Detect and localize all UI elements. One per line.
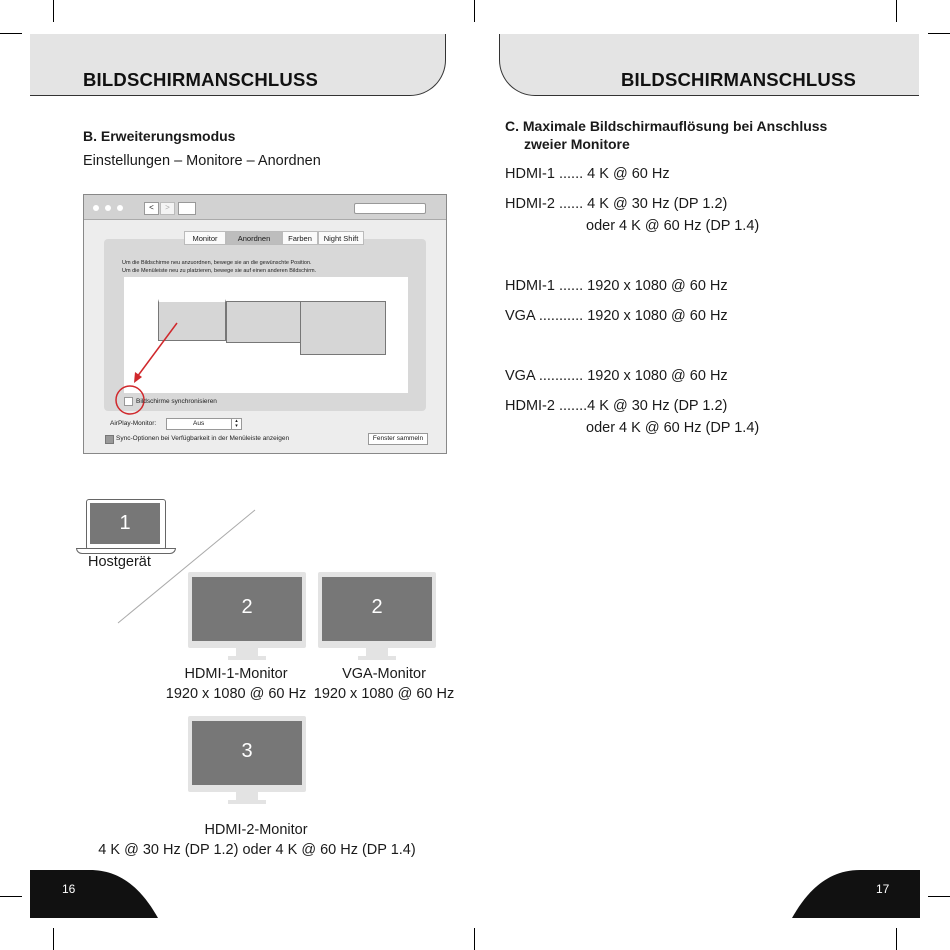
- resolution-line: oder 4 K @ 60 Hz (DP 1.4): [586, 218, 760, 234]
- left-page-number: 16: [62, 882, 76, 896]
- resolution-line: HDMI-2 ...... 4 K @ 30 Hz (DP 1.2): [505, 196, 728, 212]
- crop-mark: [928, 33, 950, 34]
- tab-anordnen: Anordnen: [226, 231, 282, 245]
- tab-monitor: Monitor: [184, 231, 226, 245]
- resolution-line: VGA ........... 1920 x 1080 @ 60 Hz: [505, 368, 728, 384]
- resolution-line: HDMI-1 ...... 1920 x 1080 @ 60 Hz: [505, 278, 728, 294]
- section-title: B. Erweiterungsmodus: [83, 128, 236, 144]
- crop-mark: [928, 896, 950, 897]
- crop-mark: [474, 928, 475, 950]
- airplay-select: [166, 418, 242, 430]
- resolution-line: VGA ........... 1920 x 1080 @ 60 Hz: [505, 308, 728, 324]
- right-page-number: 17: [876, 882, 890, 896]
- forward-arrow-icon: >: [160, 202, 175, 215]
- back-arrow-icon: <: [144, 202, 159, 215]
- mirror-label: Bildschirme synchronisieren: [136, 398, 217, 405]
- monitor-hdmi2-number: 3: [241, 740, 253, 762]
- pointer-arrow: [84, 195, 446, 453]
- airplay-value: Aus: [193, 420, 205, 427]
- monitor-hdmi1-number: 2: [241, 596, 253, 618]
- monitor-vga-res: 1920 x 1080 @ 60 Hz: [313, 686, 455, 702]
- sync-options-label: Sync-Optionen bei Verfügbarkeit in der Menüleiste anzeigen: [116, 435, 290, 442]
- monitor-vga-number: 2: [371, 596, 383, 618]
- tab-night-shift: Night Shift: [318, 231, 364, 245]
- right-header-title: BILDSCHIRMANSCHLUSS: [621, 69, 857, 90]
- gather-windows-button: Fenster sammeln: [368, 433, 428, 445]
- airplay-label: AirPlay-Monitor:: [110, 420, 157, 427]
- crop-mark: [474, 0, 475, 22]
- right-section-title-1: C. Maximale Bildschirmauflösung bei Anschluss: [505, 118, 828, 134]
- monitor-vga-foot: [358, 656, 396, 660]
- right-section-title-2: zweier Monitore: [524, 136, 630, 152]
- crop-mark: [0, 896, 22, 897]
- monitor-hdmi2-foot: [228, 800, 266, 804]
- left-header-title: BILDSCHIRMANSCHLUSS: [83, 69, 319, 90]
- crop-mark: [53, 928, 54, 950]
- monitor-hdmi1-res: 1920 x 1080 @ 60 Hz: [165, 686, 307, 702]
- resolution-line: oder 4 K @ 60 Hz (DP 1.4): [586, 420, 760, 436]
- crop-mark: [53, 0, 54, 22]
- crop-mark: [896, 928, 897, 950]
- monitor-hdmi1-foot: [228, 656, 266, 660]
- host-label: Hostgerät: [88, 554, 151, 570]
- crop-mark: [0, 33, 22, 34]
- settings-path: Einstellungen – Monitore – Anordnen: [83, 153, 321, 169]
- right-footer-band: [790, 870, 920, 919]
- left-footer-band: [30, 870, 160, 919]
- sync-options-checkbox: [105, 435, 114, 444]
- info-line-2: Um die Menüleiste neu zu platzieren, bewege sie auf einen anderen Bildschirm.: [122, 268, 317, 274]
- host-number: 1: [119, 512, 131, 534]
- chevron-updown-icon: ▴ ▾: [231, 419, 241, 429]
- info-line-1: Um die Bildschirme neu anzuordnen, bewege sie an die gewünschte Position.: [122, 260, 312, 266]
- resolution-line: HDMI-2 .......4 K @ 30 Hz (DP 1.2): [505, 398, 728, 414]
- monitor-hdmi1-name: HDMI-1-Monitor: [184, 666, 288, 682]
- monitor-hdmi2-name: HDMI-2-Monitor: [204, 822, 308, 838]
- settings-window-screenshot: [83, 194, 447, 454]
- tab-farben: Farben: [282, 231, 318, 245]
- mirror-checkbox: [124, 397, 133, 406]
- monitor-hdmi2-res: 4 K @ 30 Hz (DP 1.2) oder 4 K @ 60 Hz (DP 1.4): [98, 842, 416, 858]
- crop-mark: [896, 0, 897, 22]
- resolution-line: HDMI-1 ...... 4 K @ 60 Hz: [505, 166, 670, 182]
- monitor-vga-name: VGA-Monitor: [342, 666, 426, 682]
